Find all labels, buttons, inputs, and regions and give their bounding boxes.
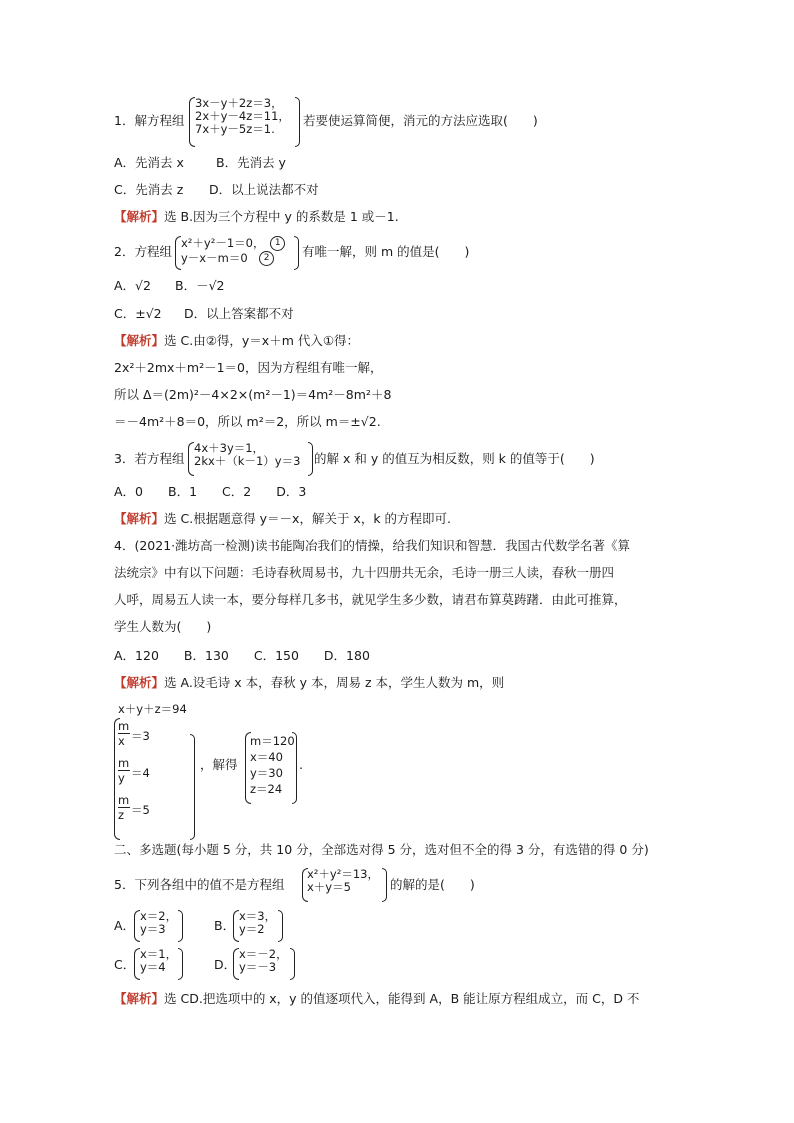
q1-solution: 【解析】选 B.因为三个方程中 y 的系数是 1 或－1.: [114, 209, 399, 224]
q1-brace-right: [295, 97, 300, 147]
q1-option-c: C．先消去 z: [114, 182, 184, 197]
q4-line4: 学生人数为( ): [114, 619, 212, 634]
q5-option-b: x＝3， y＝2: [239, 909, 277, 936]
q4-line3: 人呼，周易五人读一本，要分每样几多书，就见学生多少数，请君布算莫踌躇．由此可推算，: [114, 592, 627, 607]
q2-option-d: D．以上答案都不对: [184, 306, 294, 321]
q2-option-c: C．±√2: [114, 306, 162, 321]
q4-frac-2: m y: [118, 756, 130, 785]
q5-solution: 【解析】选 CD.把选项中的 x，y 的值逐项代入，能得到 A，B 能让原方程组成立，而 C，D 不: [114, 991, 640, 1006]
q2-option-a: A．√2: [114, 278, 151, 293]
q1-option-d: D．以上说法都不对: [209, 182, 319, 197]
q5-option-a-label: A．: [114, 918, 136, 933]
q5-stem: 5．下列各组中的值不是方程组: [114, 877, 285, 892]
circled-one: 1: [270, 236, 285, 251]
q2-solution-line3: 所以 Δ＝(2m)²－4×2×(m²－1)＝4m²－8m²＋8: [114, 387, 392, 402]
q1-stem: 1．解方程组: [114, 113, 185, 128]
q3-solution: 【解析】选 C.根据题意得 y＝－x，解关于 x，k 的方程即可.: [114, 511, 452, 526]
q5-option-b-label: B．: [214, 918, 236, 933]
q4-result-brace-right: [292, 732, 297, 804]
q5-option-c: x＝1， y＝4: [140, 947, 178, 974]
q2-option-b: B．－√2: [175, 278, 225, 293]
q2-system: x²＋y²－1＝0， 1 y－x－m＝0 2: [181, 236, 285, 266]
q4-options: A．120 B．130 C．150 D．180: [114, 648, 370, 663]
q1-system: 3x－y＋2z＝3， 2x＋y－4z＝11， 7x＋y－5z＝1.: [195, 96, 290, 136]
q4-result-system: m＝120 x＝40 y＝30 z＝24: [250, 734, 295, 796]
section-heading-multi-choice: 二、多选题(每小题 5 分，共 10 分，全部选对得 5 分，选对但不全的得 3 分，有选错的得 0 分): [114, 842, 649, 857]
q5-c-brace-right: [178, 948, 183, 980]
q2-brace-right: [294, 236, 299, 270]
q4-frac-3: m z: [118, 793, 130, 822]
q1-suffix: 若要使运算简便，消元的方法应选取( ): [303, 113, 538, 128]
q3-stem: 3．若方程组: [114, 451, 185, 466]
q5-brace-right: [382, 868, 387, 902]
q2-solution-line2: 2x²＋2mx＋m²－1＝0，因为方程组有唯一解，: [114, 360, 383, 375]
q2-solution-line1: 【解析】选 C.由②得，y＝x＋m 代入①得：: [114, 333, 360, 348]
q4-line2: 法统宗》中有以下问题：毛诗春秋周易书，九十四册共无余，毛诗一册三人读，春秋一册四: [114, 565, 615, 580]
q4-equation-sum: x＋y＋z＝94: [118, 702, 187, 716]
q2-stem: 2．方程组: [114, 244, 172, 259]
q2-solution-line4: ＝－4m²＋8＝0，所以 m²＝2，所以 m＝±√2.: [114, 414, 381, 429]
q5-option-a: x＝2， y＝3: [140, 909, 178, 936]
q1-option-b: B．先消去 y: [216, 155, 286, 170]
q5-b-brace-right: [278, 910, 283, 942]
q4-line1: 4．(2021·潍坊高一检测)读书能陶冶我们的情操，给我们知识和智慧．我国古代数学名著《算: [114, 538, 630, 553]
q5-d-brace-right: [290, 948, 295, 980]
q3-options: A．0 B．1 C．2 D．3: [114, 484, 307, 499]
circled-two: 2: [259, 251, 274, 266]
q4-brace-right: [190, 734, 195, 840]
q3-brace-right: [308, 442, 313, 476]
q5-a-brace-right: [178, 910, 183, 942]
q4-frac-1: m x: [118, 719, 130, 748]
q1-option-a: A．先消去 x: [114, 155, 184, 170]
q5-option-d-label: D．: [214, 957, 237, 972]
q3-system: 4x＋3y＝1， 2kx＋（k－1）y＝3: [194, 441, 301, 468]
q5-option-d: x＝－2， y＝－3: [239, 947, 288, 974]
q4-solution: 【解析】选 A.设毛诗 x 本，春秋 y 本，周易 z 本，学生人数为 m，则: [114, 675, 505, 690]
q5-option-c-label: C．: [114, 957, 136, 972]
q2-suffix: 有唯一解，则 m 的值是( ): [302, 244, 470, 259]
q4-solved-label: ，解得: [200, 757, 238, 772]
q5-system: x²＋y²＝13， x＋y＝5: [307, 867, 379, 894]
q5-suffix: 的解的是( ): [390, 877, 475, 892]
q3-suffix: 的解 x 和 y 的值互为相反数，则 k 的值等于( ): [314, 451, 595, 466]
